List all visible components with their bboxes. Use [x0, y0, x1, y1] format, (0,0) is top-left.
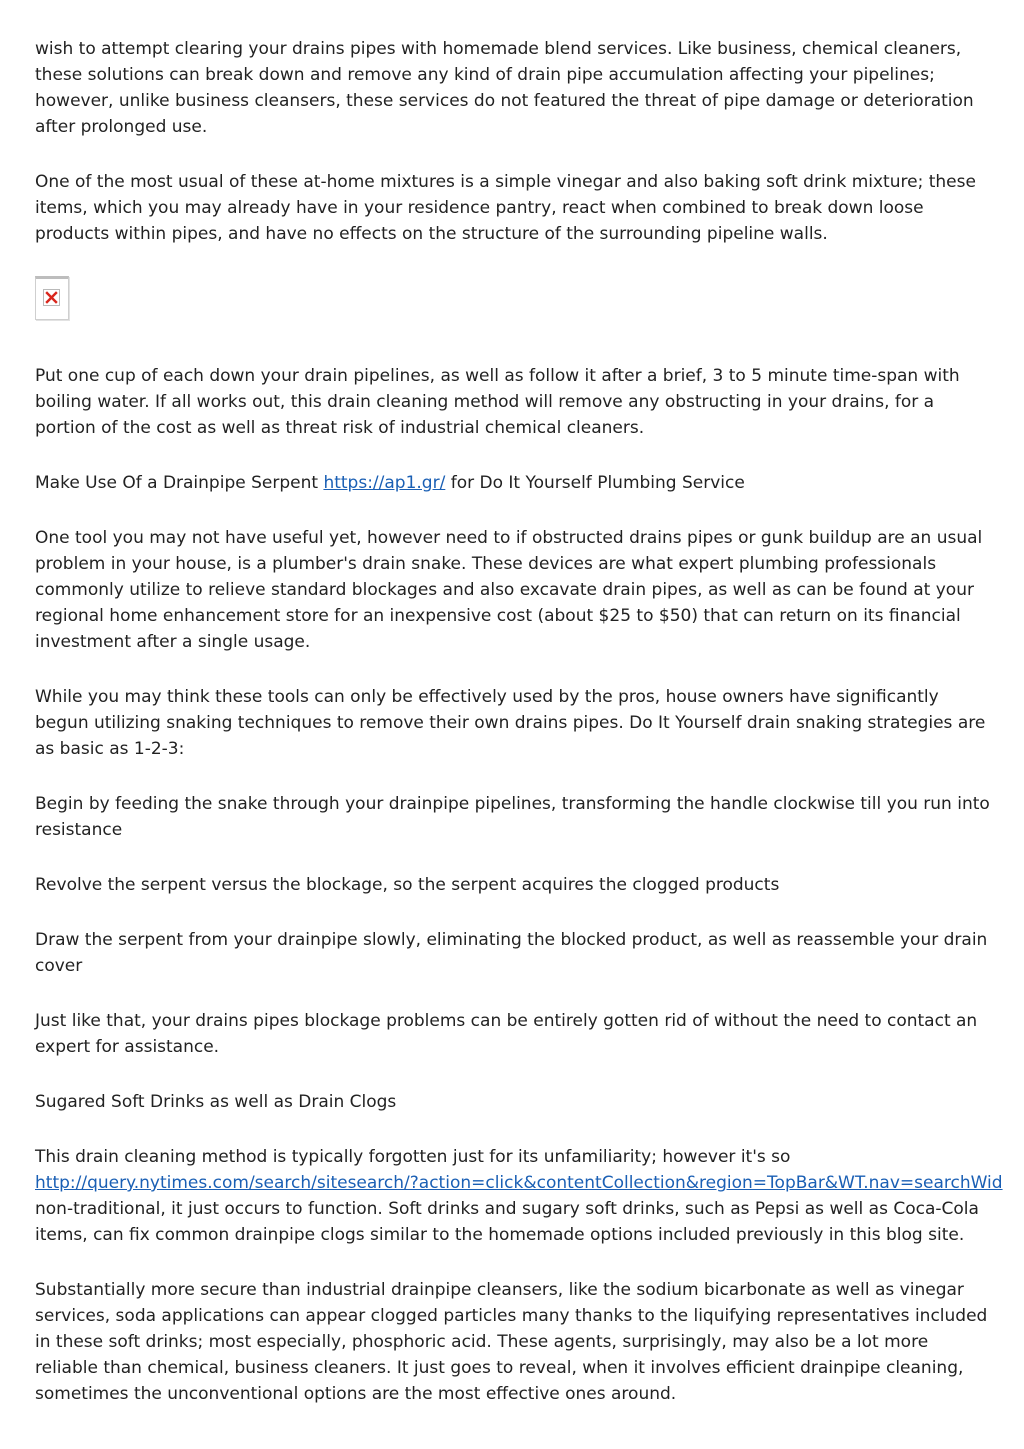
paragraph-snaking-techniques: While you may think these tools can only be effectively used by the pros, house owners have significantly begun utilizing snaking techniques to remove their own drains pipes. Do It Yourself drain snaking strategies are as basic as 1-2-3: — [35, 687, 986, 759]
nytimes-link[interactable]: http://query.nytimes.com/search/sitesearch/?action=click&contentCollection&region=TopBar&WT.nav=searchWid — [35, 1173, 1003, 1193]
paragraph-homemade-blends: wish to attempt clearing your drains pipes with homemade blend services. Like business, chemical cleaners, these solutions can break down and remove any kind of drain pipe accumulation affecting your pipelines; however, unlike business cleansers, these services do not featured the threat of pipe damage or deterioration after prolonged use. — [35, 39, 974, 137]
paragraph-cup-each: Put one cup of each down your drain pipelines, as well as follow it after a brief, 3 to 5 minute time-span with boiling water. If all works out, this drain cleaning method will remove any obstructing in your drains, for a portion of the cost as well as threat risk of industrial chemical cleaners. — [35, 366, 960, 438]
paragraph-just-like-that: Just like that, your drains pipes blockage problems can be entirely gotten rid of without the need to contact an expert for assistance. — [35, 1011, 978, 1057]
serpent-text-after: for Do It Yourself Plumbing Service — [445, 473, 745, 493]
paragraph-drain-snake: One tool you may not have useful yet, however need to if obstructed drains pipes or gunk buildup are an usual problem in your house, is a plumber's drain snake. These devices are what expert plumbing professionals commonly utilize to relieve standard blockages and also excavate drain pipes, as well as can be found at your regional home enhancement store for an inexpensive cost (about $25 to $50) that can return on its financial investment after a single usage. — [35, 528, 983, 652]
paragraph-step-1: Begin by feeding the snake through your drainpipe pipelines, transforming the handle clockwise till you run into resistance — [35, 794, 990, 840]
paragraph-soft-drinks-method — [35, 1144, 1010, 1248]
serpent-text-before: Make Use Of a Drainpipe Serpent — [35, 473, 324, 493]
broken-image-x-icon — [43, 289, 60, 306]
paragraph-step-3: Draw the serpent from your drainpipe slowly, eliminating the blocked product, as well as reassemble your drain cover — [35, 930, 988, 976]
ap1-link[interactable]: https://ap1.gr/ — [323, 473, 446, 493]
paragraph-vinegar-baking-soda: One of the most usual of these at-home mixtures is a simple vinegar and also baking soft drink mixture; these items, which you may already have in your residence pantry, react when combined to break down loose products within pipes, and have no effects on the structure of the surrounding pipeline walls. — [35, 172, 976, 244]
paragraph-drainpipe-serpent — [35, 470, 990, 496]
broken-image-icon — [35, 276, 69, 320]
paragraph-step-2: Revolve the serpent versus the blockage, so the serpent acquires the clogged products — [35, 875, 780, 895]
section-heading-sugared-soft-drinks: Sugared Soft Drinks as well as Drain Clogs — [35, 1092, 397, 1112]
soft-drinks-text-before: This drain cleaning method is typically forgotten just for its unfamiliarity; however it's so — [35, 1147, 791, 1167]
soft-drinks-text-after: non-traditional, it just occurs to function. Soft drinks and sugary soft drinks, such as Pepsi as well as Coca-Cola items, can fix common drainpipe clogs similar to the homemade options included previously in this blog site. — [35, 1199, 979, 1245]
paragraph-phosphoric-acid: Substantially more secure than industrial drainpipe cleansers, like the sodium bicarbonate as well as vinegar services, soda applications can appear clogged particles many thanks to the liquifying representatives included in these soft drinks; most especially, phosphoric acid. These agents, surprisingly, may also be a lot more reliable than chemical, business cleaners. It just goes to reveal, when it involves efficient drainpipe cleaning, sometimes the unconventional options are the most effective ones around. — [35, 1280, 988, 1404]
